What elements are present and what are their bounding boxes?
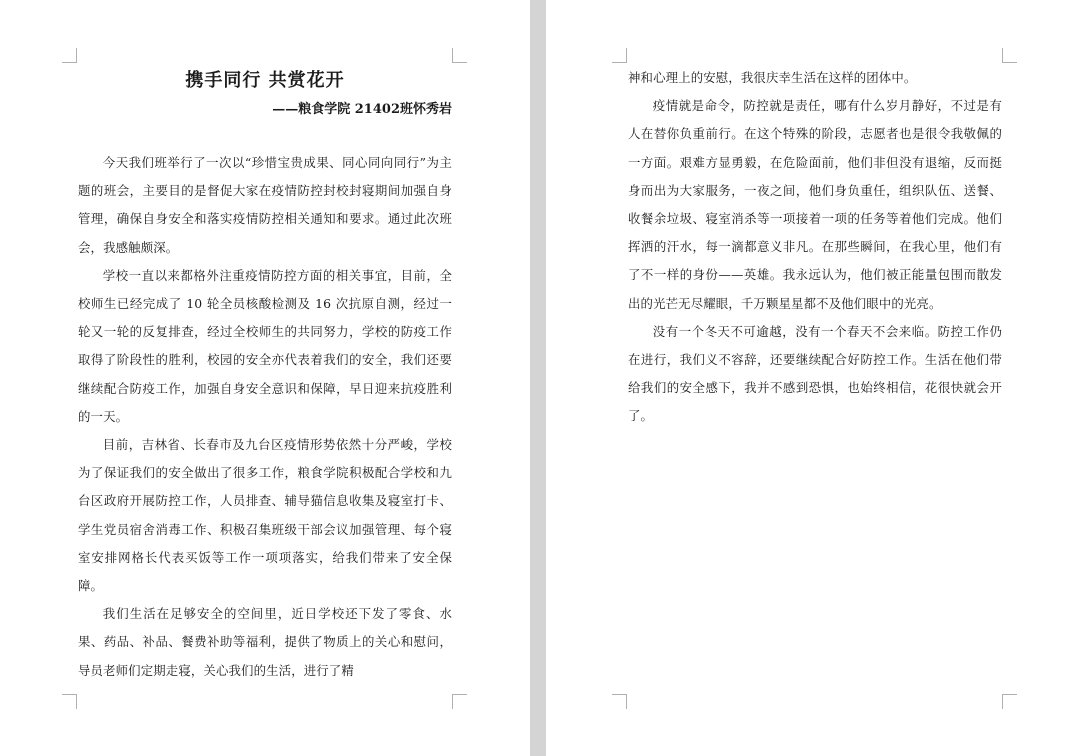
paragraph: 没有一个冬天不可逾越，没有一个春天不会来临。防控工作仍在进行，我们义不容辞，还要继续配合好防控工作。生活在他们带给我们的安全感下，我并不感到恐惧，也始终相信，花很快就会开了。 bbox=[628, 323, 1002, 424]
body-text-right bbox=[628, 64, 1002, 431]
paragraph: 今天我们班举行了一次以“珍惜宝贵成果、同心同向同行”为主题的班会，主要目的是督促大家在疫情防控封校封寝期间加强自身管理，确保自身安全和落实疫情防控相关通知和要求。通过此次班会，我感触颇深。 bbox=[78, 155, 452, 255]
paragraph: 目前，吉林省、长春市及九台区疫情形势依然十分严峻，学校为了保证我们的安全做出了很多工作，粮食学院积极配合学校和九台区政府开展防控工作，人员排查、辅导猫信息收集及寝室打卡、学生党员宿舍消毒工作、积极召集班级干部会议加强管理、每个寝室安排网格长代表买饭等工作一项项落实，给我们带来了安全保障。 bbox=[78, 437, 452, 594]
document-page-left bbox=[0, 0, 530, 756]
corner-mark bbox=[1002, 48, 1017, 63]
corner-mark bbox=[1002, 694, 1017, 709]
body-text-left bbox=[78, 149, 452, 685]
paragraph: 疫情就是命令，防控就是责任，哪有什么岁月静好，不过是有人在替你负重前行。在这个特殊的阶段，志愿者也是很令我敬佩的一方面。艰难方显勇毅，在危险面前，他们非但没有退缩，反而挺身而出为大家服务，一夜之间，他们身负重任，组织队伍、送餐、收餐余垃圾、寝室消杀等一项接着一项的任务等着他们完成。他们挥洒的汗水，每一滴都意义非凡。在那些瞬间，在我心里，他们有了不一样的身份——英雄。我永远认为，他们被正能量包围而散发出的光芒无尽耀眼，千万颗星星都不及他们眼中的光亮。 bbox=[628, 98, 1002, 311]
document-title: 携手同行 共赏花开 bbox=[185, 70, 345, 91]
page-gap bbox=[530, 0, 546, 756]
document-author: ——粮食学院 21402班怀秀岩 bbox=[272, 102, 452, 117]
paragraph: 我们生活在足够安全的空间里，近日学校还下发了零食、水果、药品、补品、餐费补助等福利，提供了物质上的关心和慰问，导员老师们定期走寝，关心我们的生活，进行了精 bbox=[78, 606, 452, 678]
document-page-right bbox=[546, 0, 1080, 756]
paragraph: 学校一直以来都格外注重疫情防控方面的相关事宜，目前，全校师生已经完成了 10 轮全员核酸检测及 16 次抗原自测，经过一轮又一轮的反复排查，经过全校师生的共同努力，学校的防疫工作取得了阶段性的胜利，校园的安全亦代表着我们的安全，我们还要继续配合防疫工作，加强自身安全意识和保障，早日迎来抗疫胜利的一天。 bbox=[78, 267, 452, 424]
corner-mark bbox=[452, 694, 467, 709]
corner-mark bbox=[62, 694, 77, 709]
corner-mark bbox=[62, 48, 77, 63]
corner-mark bbox=[612, 694, 627, 709]
corner-mark bbox=[452, 48, 467, 63]
paragraph-continuation: 神和心理上的安慰，我很庆幸生活在这样的团体中。 bbox=[628, 70, 917, 85]
corner-mark bbox=[612, 48, 627, 63]
